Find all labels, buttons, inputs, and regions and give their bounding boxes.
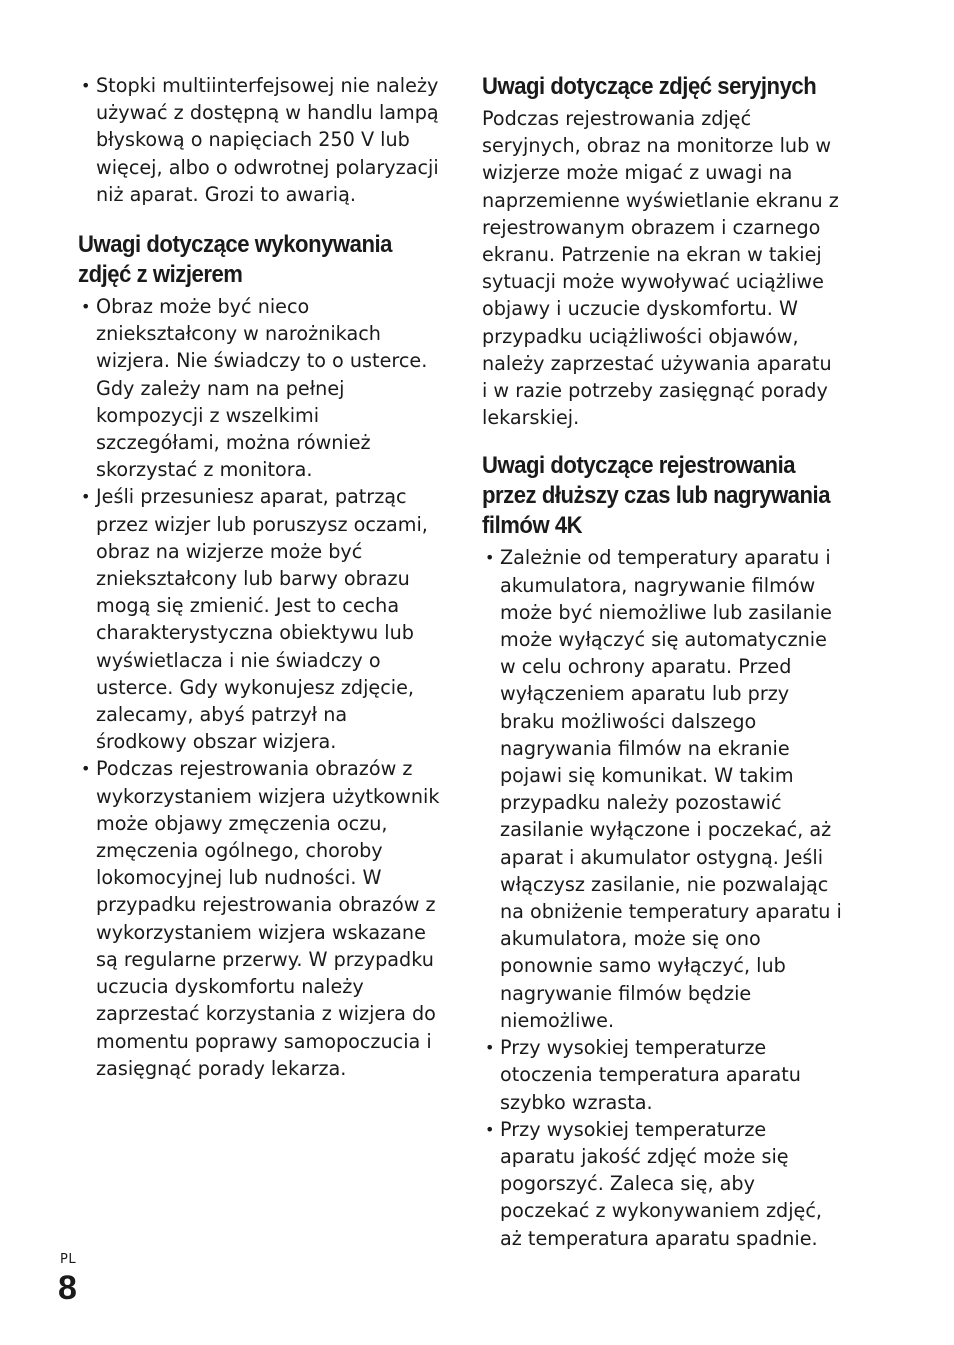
list-item [78,293,442,483]
paragraph: Podczas rejestrowania zdjęć seryjnych, obraz na monitorze lub w wizjerze może migać z uwagi na naprzemienne wyświetlanie ekranu z rejestrowanym obrazem i czarnego ekranu. Patrzenie na ekran w takiej sytuacji może wywoływać uciążliwe objawy i uczucie dyskomfortu. W przypadku uciążliwości objawów, należy zaprzestać używania aparatu i w razie potrzeby zasięgnąć porady lekarskiej. [482,107,839,430]
left-column [78,72,442,1082]
bullet-icon: • [81,487,91,507]
bullet-text: Podczas rejestrowania obrazów z wykorzystaniem wizjera użytkownik może objawy zmęczenia oczu, zmęczenia ogólnego, choroby lokomocyjnej lub nudności. W przypadku rejestrowania obrazów z wykorzystaniem wizjera wskazane są regularne przerwy. W przypadku uczucia dyskomfortu należy zaprzestać korzystania z wizjera do momentu poprawy samopoczucia i zasięgnąć porady lekarza. [96,757,440,1080]
recording-notes-list [482,544,842,1251]
bullet-text: Stopki multiinterfejsowej nie należy używać z dostępną w handlu lampą błyskową o napięciach 250 V lub więcej, albo o odwrotnej polaryzacji niż aparat. Grozi to awarią. [96,74,439,206]
bullet-text: Przy wysokiej temperaturze aparatu jakość zdjęć może się pogorszyć. Zaleca się, aby poczekać z wykonywaniem zdjęć, aż temperatura aparatu spadnie. [500,1117,822,1250]
bullet-icon: • [81,297,91,317]
bullet-text: Jeśli przesuniesz aparat, patrząc przez wizjer lub poruszysz oczami, obraz na wizjerze może być zniekształcony lub barwy obrazu mogą się zmienić. Jest to cecha charakterystyczna obiektywu lub wyświetlacza i nie świadczy o usterce. Gdy wykonujesz zdjęcie, zalecamy, abyś patrzył na środkowy obszar wizjera. [96,485,428,754]
bullet-icon: • [81,759,91,779]
right-column [482,72,842,1252]
intro-list [78,72,442,208]
bullet-icon: • [81,76,91,95]
list-item [482,544,842,1034]
bullet-text: Przy wysokiej temperaturze otoczenia temperatura aparatu szybko wzrasta. [500,1036,801,1114]
section-heading: Uwagi dotyczące zdjęć seryjnych [482,73,817,100]
bullet-text: Obraz może być nieco zniekształcony w narożnikach wizjera. Nie świadczy to o usterce. Gdy zależy nam na pełnej kompozycji z wszelkimi szczegółami, można również skorzystać z monitora. [96,295,428,482]
viewfinder-notes-list [78,293,442,1082]
list-item [78,72,442,208]
section-heading: Uwagi dotyczące rejestrowania przez dłuższy czas lub nagrywania filmów 4K [482,452,831,540]
bullet-icon: • [485,1038,495,1058]
bullet-icon: • [485,1119,495,1139]
bullet-icon: • [485,548,495,568]
list-item [78,483,442,755]
language-code: PL [60,1252,77,1267]
list-item [482,1116,842,1252]
list-item [78,755,442,1081]
section-heading: Uwagi dotyczące wykonywania zdjęć z wizjerem [78,231,392,289]
page-number: 8 [58,1269,77,1307]
bullet-text: Zależnie od temperatury aparatu i akumulatora, nagrywanie filmów może być niemożliwe lub zasilanie może wyłączyć się automatycznie w celu ochrony aparatu. Przed wyłączeniem aparatu lub przy braku możliwości dalszego nagrywania filmów na ekranie pojawi się komunikat. W takim przypadku należy pozostawić zasilanie wyłączone i poczekać, aż aparat i akumulator ostygną. Jeśli włączysz zasilanie, nie pozwalając na obniżenie temperatury aparatu i akumulatora, może się ono ponownie samo wyłączyć, lub nagrywanie filmów będzie niemożliwe. [500,546,842,1032]
list-item [482,1034,842,1116]
